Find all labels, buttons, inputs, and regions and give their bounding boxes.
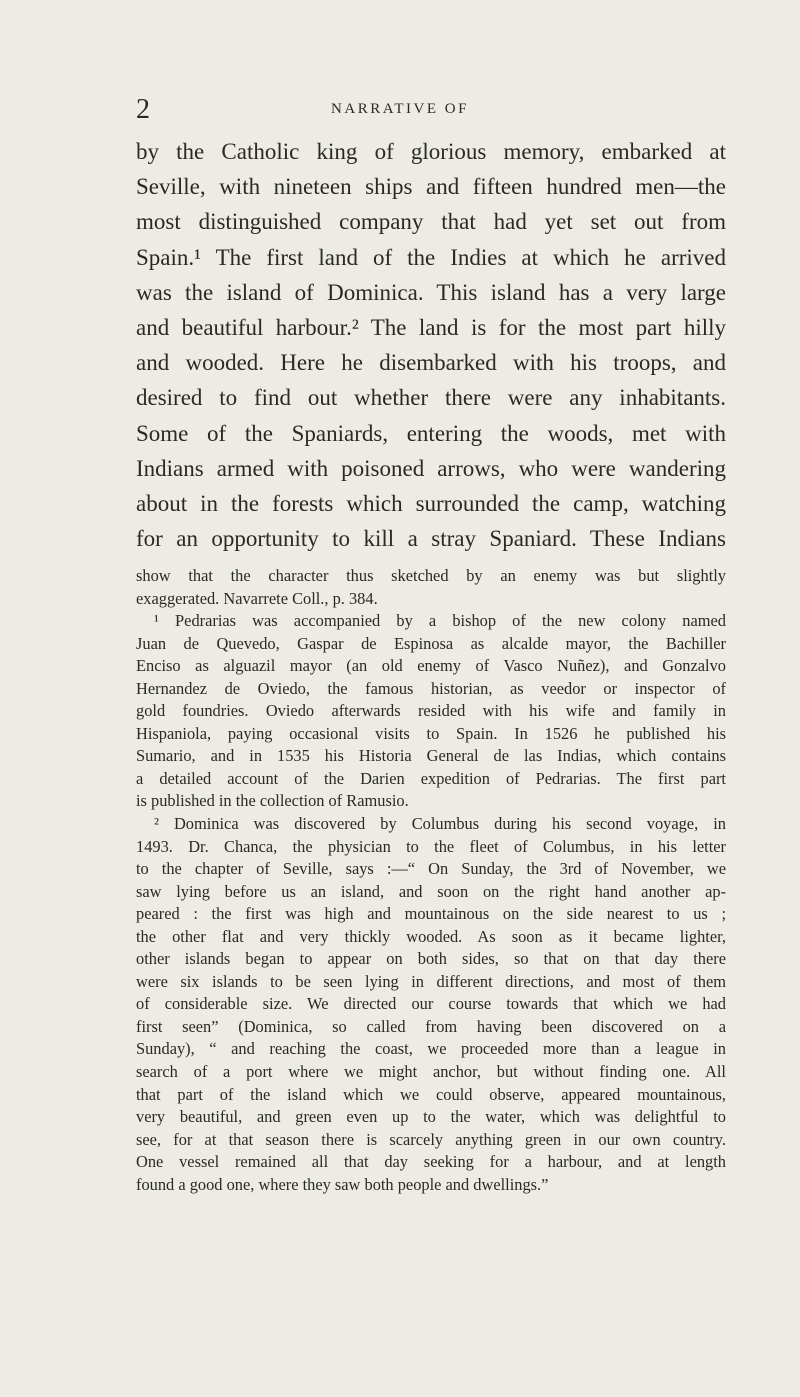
footnote-line: saw lying before us an island, and soon on the right hand another ap- (136, 881, 726, 901)
body-line: about in the forests which surrounded the camp, watching (136, 490, 726, 516)
footnote-line: One vessel remained all that day seeking for a harbour, and at length (136, 1152, 726, 1172)
footnote-line: a detailed account of the Darien expedition of Pedrarias. The first part (136, 768, 726, 788)
footnote-line: 1493. Dr. Chanca, the physician to the fleet of Columbus, in his letter (136, 836, 726, 856)
footnote-line: Hernandez de Oviedo, the famous historian, as veedor or inspector of (136, 678, 726, 698)
footnote-line: see, for at that season there is scarcely anything green in our own country. (136, 1129, 726, 1149)
footnote-line: show that the character thus sketched by an enemy was but slightly (136, 566, 726, 585)
footnote-line: Sunday), “ and reaching the coast, we proceeded more than a league in (136, 1039, 726, 1059)
body-line: desired to find out whether there were any inhabitants. (136, 385, 726, 411)
footnote-line: found a good one, where they saw both people and dwellings.” (136, 1174, 549, 1194)
footnote-line: Enciso as alguazil mayor (an old enemy of Vasco Nuñez), and Gonzalvo (136, 656, 726, 676)
body-line: for an opportunity to kill a stray Spaniard. These Indians (136, 526, 726, 552)
body-line: Some of the Spaniards, entering the woods, met with (136, 420, 726, 446)
footnote-line: ² Dominica was discovered by Columbus during his second voyage, in (154, 814, 726, 834)
footnote-line: of considerable size. We directed our course towards that which we had (136, 994, 726, 1014)
body-line: most distinguished company that had yet set out from (136, 209, 726, 235)
body-line: was the island of Dominica. This island has a very large (136, 279, 726, 305)
body-line: Indians armed with poisoned arrows, who were wandering (136, 455, 726, 481)
footnote-line: to the chapter of Seville, says :—“ On Sunday, the 3rd of November, we (136, 859, 726, 879)
footnote-line: search of a port where we might anchor, but without finding one. All (136, 1062, 726, 1082)
footnote-line: were six islands to be seen lying in different directions, and most of them (136, 971, 726, 991)
footnote-line: ¹ Pedrarias was accompanied by a bishop of the new colony named (154, 611, 726, 631)
footnote-line: Sumario, and in 1535 his Historia General de las Indias, which contains (136, 746, 726, 766)
body-line: and wooded. Here he disembarked with his troops, and (136, 350, 726, 376)
footnote-line: gold foundries. Oviedo afterwards resided with his wife and family in (136, 701, 726, 721)
footnote-line: Juan de Quevedo, Gaspar de Espinosa as alcalde mayor, the Bachiller (136, 633, 726, 653)
body-line: Spain.¹ The first land of the Indies at which he arrived (136, 244, 726, 270)
footnote-line: other islands began to appear on both sides, so that on that day there (136, 949, 726, 969)
footnotes (136, 565, 726, 1196)
running-head: NARRATIVE OF (331, 101, 469, 117)
main-text (136, 134, 726, 556)
footnote-line: that part of the island which we could observe, appeared mountainous, (136, 1084, 726, 1104)
body-line: by the Catholic king of glorious memory, embarked at (136, 139, 726, 164)
body-line: Seville, with nineteen ships and fifteen hundred men—the (136, 174, 726, 200)
footnote-line: peared : the first was high and mountainous on the side nearest to us ; (136, 904, 726, 924)
footnote-line: Hispaniola, paying occasional visits to Spain. In 1526 he published his (136, 723, 726, 743)
footnote-line: very beautiful, and green even up to the water, which was delightful to (136, 1107, 726, 1127)
footnote-line: first seen” (Dominica, so called from having been discovered on a (136, 1016, 726, 1036)
footnote-line: is published in the collection of Ramusio. (136, 791, 409, 811)
body-line: and beautiful harbour.² The land is for the most part hilly (136, 314, 726, 340)
page-number: 2 (136, 94, 150, 125)
footnote-line: the other flat and very thickly wooded. As soon as it became lighter, (136, 926, 726, 946)
footnote-line: exaggerated. Navarrete Coll., p. 384. (136, 588, 378, 608)
